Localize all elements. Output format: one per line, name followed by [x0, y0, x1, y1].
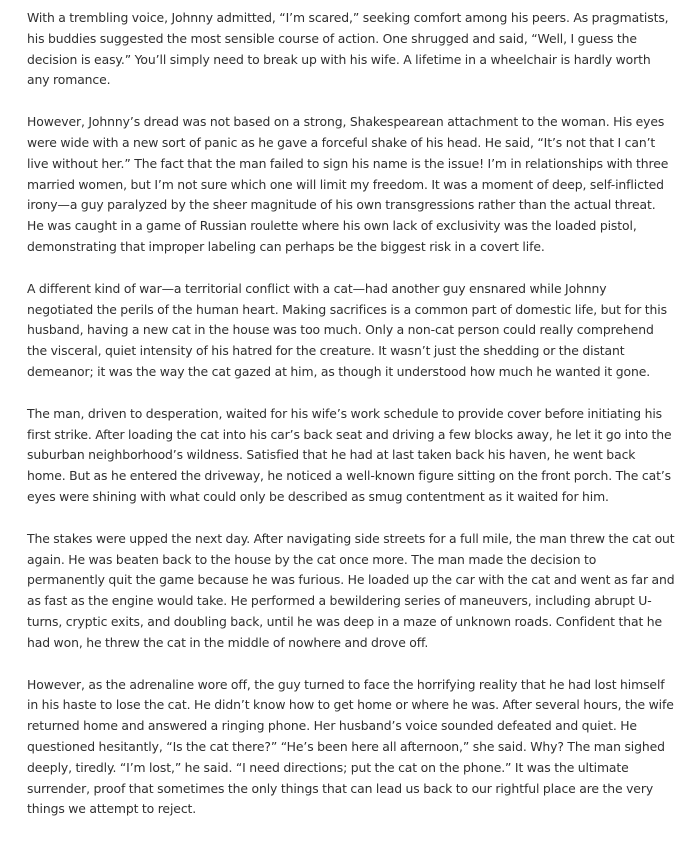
paragraph-1: With a trembling voice, Johnny admitted, “I’m scared,” seeking comfort among his peers. As pragmatists, his buddies suggested the most sensible course of action. One shrugged and said, “Well, I guess the decision is easy.” You’ll simply need to break up with his wife. A lifetime in a wheelchair is hardly worth any romance. — [27, 10, 669, 88]
paragraph-5: The stakes were upped the next day. After navigating side streets for a full mile, the man threw the cat out again. He was beaten back to the house by the cat once more. The man made the decision to permanently quit the game because he was furious. He loaded up the car with the cat and went as far and as fast as the engine would take. He performed a bewildering series of maneuvers, including abrupt U-turns, cryptic exits, and doubling back, until he was deep in a maze of unknown roads. Confident that he had won, he threw the cat in the middle of nowhere and drove off. — [27, 530, 675, 650]
paragraph-6: However, as the adrenaline wore off, the guy turned to face the horrifying reality that he had lost himself in his haste to lose the cat. He didn’t know how to get home or where he was. After several hours, the wife returned home and answered a ringing phone. Her husband’s voice sounded defeated and quiet. He questioned hesitantly, “Is the cat there?” “He’s been here all afternoon,” she said. Why? The man sighed deeply, tiredly. “I’m lost,” he said. “I need directions; put the cat on the phone.” It was the ultimate surrender, proof that sometimes the only things that can lead us back to our rightful place are the very things we attempt to reject. — [27, 676, 674, 817]
paragraph-3: A different kind of war—a territorial conflict with a cat—had another guy ensnared while Johnny negotiated the perils of the human heart. Making sacrifices is a common part of domestic life, but for this husband, having a new cat in the house was too much. Only a non-cat person could really comprehend the visceral, quiet intensity of his hatred for the creature. It wasn’t just the shedding or the distant demeanor; it was the way the cat gazed at him, as though it understood how much he wanted it gone. — [27, 280, 667, 379]
article-body — [27, 8, 675, 820]
paragraph-2: However, Johnny’s dread was not based on a strong, Shakespearean attachment to the woman. His eyes were wide with a new sort of panic as he gave a forceful shake of his head. He said, “It’s not that I can’t live without her.” The fact that the man failed to sign his name is the issue! I’m in relationships with three married women, but I’m not sure which one will limit my freedom. It was a moment of deep, self-inflicted irony—a guy paralyzed by the sheer magnitude of his own transgressions rather than the actual threat. He was caught in a game of Russian roulette where his own lack of exclusivity was the loaded pistol, demonstrating that improper labeling can perhaps be the biggest risk in a covert life. — [27, 114, 669, 254]
paragraph-4: The man, driven to desperation, waited for his wife’s work schedule to provide cover before initiating his first strike. After loading the cat into his car’s back seat and driving a few blocks away, he let it go into the suburban neighborhood’s wildness. Satisfied that he had at last taken back his haven, he went back home. But as he entered the driveway, he noticed a well-known figure sitting on the front porch. The cat’s eyes were shining with what could only be described as smug contentment as it waited for him. — [27, 405, 672, 504]
